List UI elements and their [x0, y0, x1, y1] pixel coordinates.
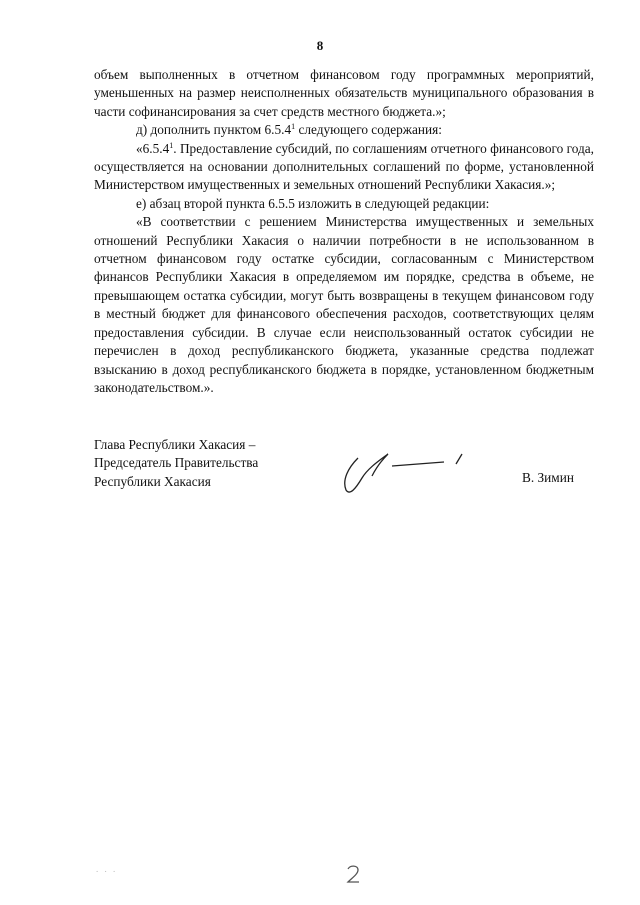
paragraph-2-text: д) дополнить пунктом 6.5.4	[136, 122, 292, 138]
signatory-position	[94, 436, 324, 491]
handwritten-page-mark	[344, 862, 364, 886]
paragraph-2-text-end: следующего содержания:	[295, 122, 442, 138]
superscript: 1	[169, 140, 174, 150]
signatory-name: В. Зимин	[522, 470, 574, 485]
paragraph-4: е) абзац второй пункта 6.5.5 изложить в следующей редакции:	[136, 195, 490, 211]
paragraph-3	[94, 140, 594, 195]
signatory-position-line: Глава Республики Хакасия –	[94, 437, 256, 452]
paragraph-1: объем выполненных в отчетном финансовом году программных мероприятий, уменьшенных на размер неисполненных обязательств муниципального образования в части софинансирования за счет средств местного бюджета.»;	[94, 67, 594, 119]
margin-mark: . . .	[96, 864, 118, 874]
paragraph-3-text-end: . Предоставление субсидий, по соглашениям отчетного финансового года, осуществляется на основании дополнительных соглашений по форме, установленной Министерством имущественных и земельных отношений Республики Хакасия.»;	[94, 140, 594, 193]
paragraph-5: «В соответствии с решением Министерства имущественных и земельных отношений Республики Хакасия о наличии потребности в не использованном в отчетном финансовом году остатке субсидии, согласованным с Министерством финансов Республики Хакасия в определяемом им порядке, средства в объеме, не превышающем остатка субсидии, могут быть возвращены в текущем финансовом году в местный бюджет для финансового обеспечения расходов, соответствующих целям предоставления субсидии. В случае если неиспользованный остаток субсидии не перечислен в доход республиканского бюджета, указанные средства подлежат взысканию в доход республиканского бюджета в порядке, установленном бюджетным законодательством.».	[94, 214, 594, 395]
signatory-position-line: Республики Хакасия	[94, 473, 211, 489]
document-body	[94, 66, 594, 397]
signatory-position-line: Председатель Правительства	[94, 455, 259, 471]
paragraph-3-text: «6.5.4	[136, 140, 170, 156]
handwritten-signature	[336, 446, 486, 506]
page-number: 8	[316, 38, 324, 53]
paragraph-2	[94, 121, 594, 139]
superscript: 1	[291, 122, 296, 132]
